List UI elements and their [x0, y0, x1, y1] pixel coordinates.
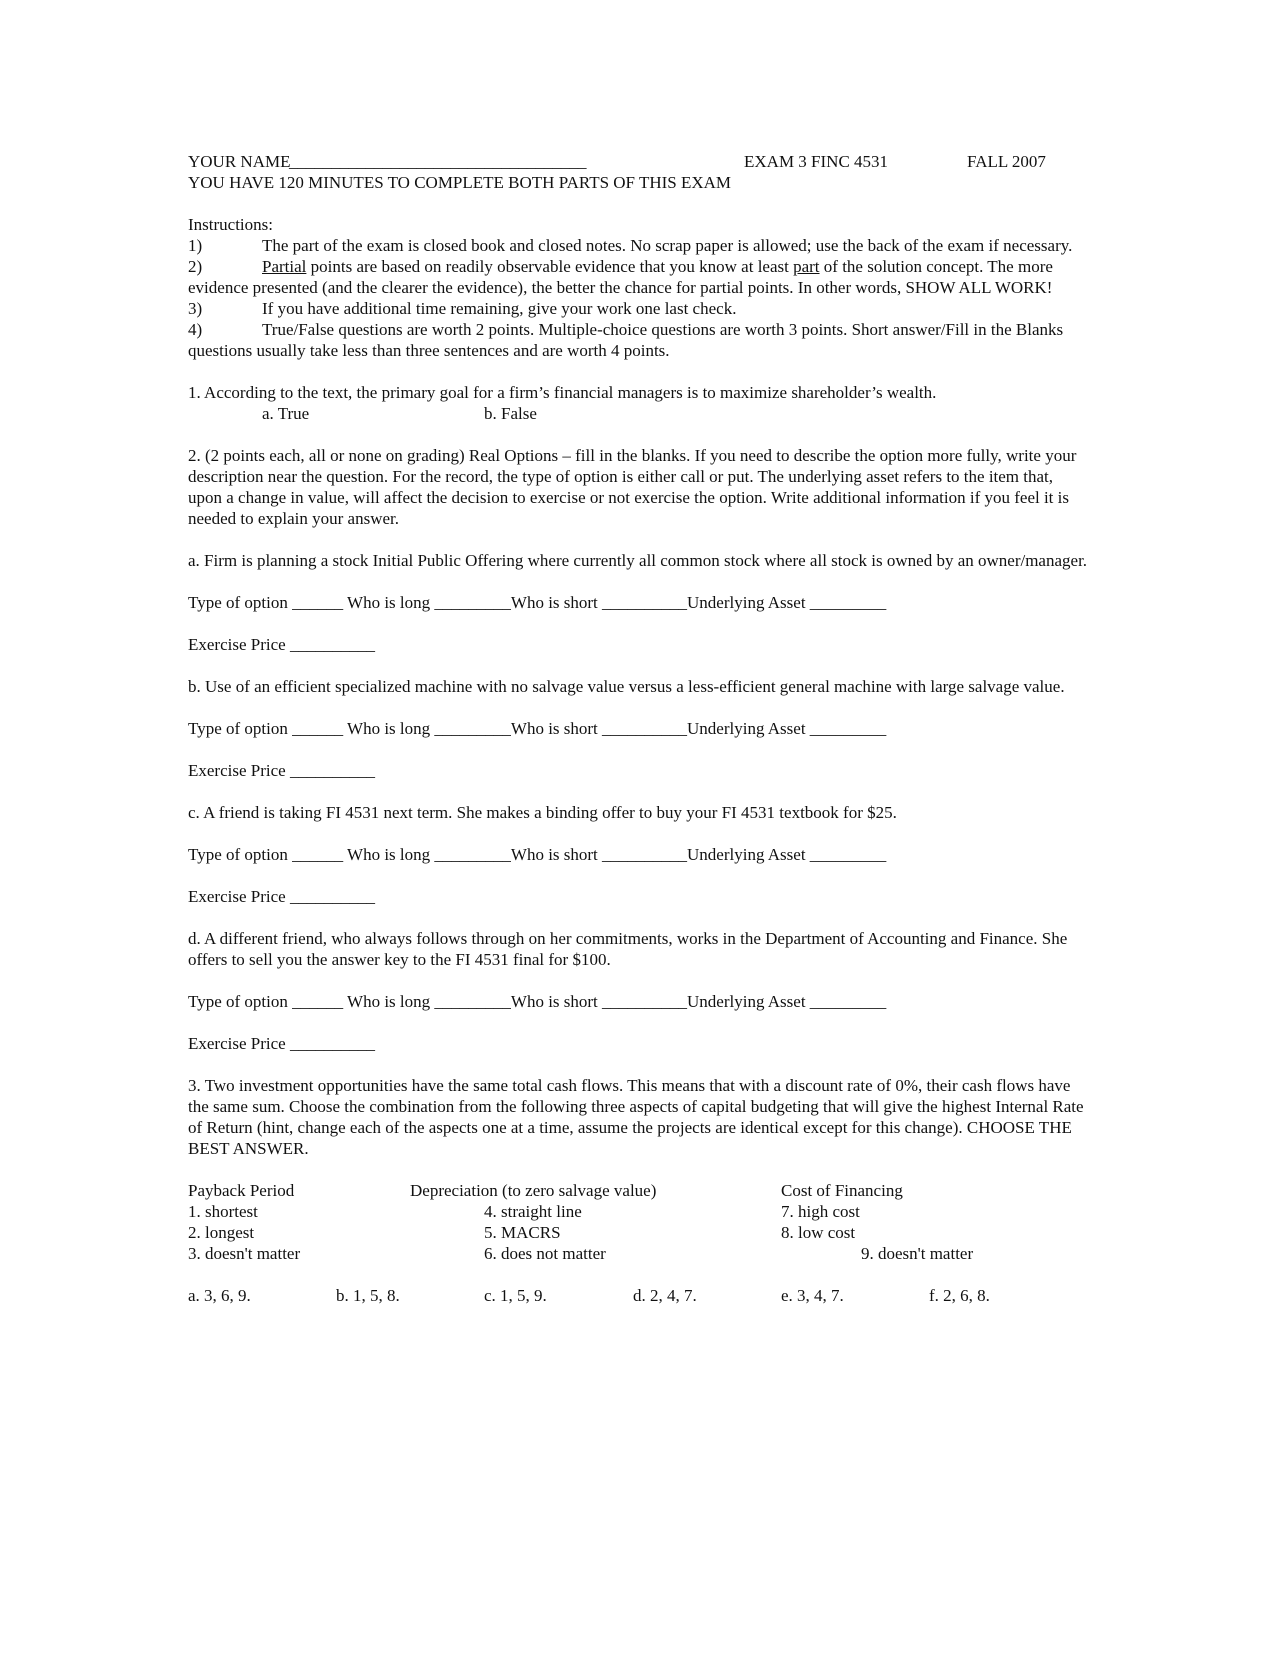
underlined-word: part: [793, 257, 820, 276]
instructions-title: Instructions:: [188, 215, 273, 234]
instruction-item-2: [188, 256, 1090, 298]
q3-choice-f: f. 2, 6, 8.: [929, 1286, 990, 1305]
q2a-text: a. Firm is planning a stock Initial Public Offering where currently all common stock where all stock is owned by an owner/manager.: [188, 551, 1088, 570]
q3-choice-a: a. 3, 6, 9.: [188, 1286, 251, 1305]
q3-choice-d: d. 2, 4, 7.: [633, 1286, 697, 1305]
aspect-item: 6. does not matter: [484, 1244, 606, 1263]
q2d-exercise-price: Exercise Price __________: [188, 1034, 375, 1053]
q2c-exercise-price: Exercise Price __________: [188, 887, 375, 906]
aspect-item: 5. MACRS: [484, 1223, 561, 1242]
q1-option-a: a. True: [262, 404, 310, 423]
q2-intro: 2. (2 points each, all or none on grading) Real Options – fill in the blanks. If you need to describe the option more fully, write your description near the question. For the record, the type of option is either call or put. The underlying asset refers to the item that, upon a change in value, will affect the decision to exercise or not exercise the option. Write additional information if you feel it is needed to explain your answer.: [188, 446, 1077, 528]
instruction-text: If you have additional time remaining, give your work one last check.: [262, 299, 737, 318]
q3-choice-c: c. 1, 5, 9.: [484, 1286, 547, 1305]
q2d-text: d. A different friend, who always follows through on her commitments, works in the Department of Accounting and Finance. She offers to sell you the answer key to the FI 4531 final for $100.: [188, 929, 1068, 969]
instruction-item-4: [188, 319, 1090, 361]
aspect-item: 9. doesn't matter: [861, 1244, 974, 1263]
instruction-num: 2): [188, 257, 203, 276]
q2c-blanks: Type of option ______ Who is long _________Who is short __________Underlying Asset _________: [188, 845, 887, 864]
instruction-text: [188, 256, 1090, 298]
aspect-item: 2. longest: [188, 1223, 255, 1242]
col-head-payback: Payback Period: [188, 1181, 295, 1200]
aspect-item: 3. doesn't matter: [188, 1244, 301, 1263]
exam-header: [188, 151, 1090, 172]
col-head-depreciation: Depreciation (to zero salvage value): [410, 1181, 657, 1200]
instruction-text: The part of the exam is closed book and closed notes. No scrap paper is allowed; use the back of the exam if necessary.: [262, 236, 1073, 255]
instruction-num: 1): [188, 236, 203, 255]
q3-aspects-table: [188, 1180, 1090, 1264]
q1-text: 1. According to the text, the primary goal for a firm’s financial managers is to maximize shareholder’s wealth.: [188, 383, 937, 402]
exam-term: FALL 2007: [967, 152, 1046, 171]
underlined-word: Partial: [262, 257, 307, 276]
name-label: YOUR NAME: [188, 152, 291, 171]
instruction-text-part: points are based on readily observable evidence that you know at least: [306, 257, 794, 276]
instruction-item-1: [188, 235, 1090, 256]
q2a-exercise-price: Exercise Price __________: [188, 635, 375, 654]
aspect-item: 4. straight line: [484, 1202, 582, 1221]
q1-options: [188, 403, 1090, 424]
aspect-item: 1. shortest: [188, 1202, 258, 1221]
q2b-text: b. Use of an efficient specialized machine with no salvage value versus a less-efficient general machine with large salvage value.: [188, 677, 1065, 696]
q2b-exercise-price: Exercise Price __________: [188, 761, 375, 780]
q2a-blanks: Type of option ______ Who is long _________Who is short __________Underlying Asset _________: [188, 593, 887, 612]
q2b-blanks: Type of option ______ Who is long _________Who is short __________Underlying Asset _________: [188, 719, 887, 738]
q2d-blanks: Type of option ______ Who is long _________Who is short __________Underlying Asset _________: [188, 992, 887, 1011]
aspect-item: 8. low cost: [781, 1223, 856, 1242]
instruction-num: 4): [188, 320, 203, 339]
q2c-text: c. A friend is taking FI 4531 next term. She makes a binding offer to buy your FI 4531 textbook for $25.: [188, 803, 897, 822]
time-note: YOU HAVE 120 MINUTES TO COMPLETE BOTH PARTS OF THIS EXAM: [188, 173, 732, 192]
instruction-text-part: of the solution concept. The more evidence presented (and the clearer the evidence), the better the chance for partial points. In other words, SHOW ALL WORK!: [188, 257, 1053, 297]
q3-choice-e: e. 3, 4, 7.: [781, 1286, 844, 1305]
q3-answer-choices: [188, 1285, 1090, 1306]
q3-choice-b: b. 1, 5, 8.: [336, 1286, 400, 1305]
instruction-item-3: [188, 298, 1090, 319]
q1-option-b: b. False: [484, 404, 537, 423]
instruction-num: 3): [188, 299, 203, 318]
q3-text: 3. Two investment opportunities have the same total cash flows. This means that with a discount rate of 0%, their cash flows have the same sum. Choose the combination from the following three aspects of capital budgeting that will give the highest Internal Rate of Return (hint, change each of the aspects one at a time, assume the projects are identical except for this change). CHOOSE THE BEST ANSWER.: [188, 1076, 1084, 1158]
name-blank: ___________________________________: [289, 152, 587, 171]
exam-title: EXAM 3 FINC 4531: [744, 152, 889, 171]
col-head-financing: Cost of Financing: [781, 1181, 903, 1200]
aspect-item: 7. high cost: [781, 1202, 860, 1221]
instruction-text: True/False questions are worth 2 points. Multiple-choice questions are worth 3 points. Short answer/Fill in the Blanks questions usually take less than three sentences and are worth 4 points.: [188, 320, 1064, 360]
exam-content: [188, 151, 1090, 1306]
